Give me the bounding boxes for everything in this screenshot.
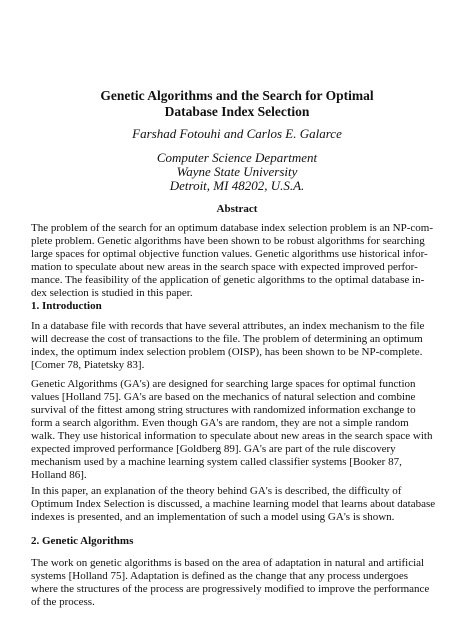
paragraph-line: survival of the fittest among string structures with randomized information exchange to <box>31 404 416 416</box>
abstract-line: mance. The feasibility of the application of genetic algorithms to the optimal database in- <box>31 274 425 286</box>
paper-title-line-1: Genetic Algorithms and the Search for Optimal <box>100 88 374 103</box>
intro-paragraph-2 <box>31 378 443 482</box>
paragraph-line: of the process. <box>31 596 95 608</box>
paragraph-line: walk. They use historical information to speculate about new areas in the search space with <box>31 430 433 442</box>
paragraph-line: where the structures of the process are progressively modified to improve the performance <box>31 583 430 595</box>
affiliation-department: Computer Science Department <box>156 150 318 165</box>
paragraph-line: Holland 86]. <box>31 469 87 481</box>
abstract-line: mation to speculate about new areas in the search space with expected improved perfor- <box>31 261 418 273</box>
paragraph-line: In this paper, an explanation of the theory behind GA's is described, the difficulty of <box>31 485 402 497</box>
paragraph-line: In a database file with records that have several attributes, an index mechanism to the file <box>31 320 425 332</box>
abstract-line: plete problem. Genetic algorithms have been shown to be robust algorithms for searching <box>31 235 425 247</box>
affiliation-university: Wayne State University <box>176 164 298 179</box>
paragraph-line: form a search algorithm. Even though GA's are random, they are not a simple random <box>31 417 409 429</box>
abstract-line: The problem of the search for an optimum database index selection problem is an NP-com- <box>31 222 433 234</box>
paragraph-line: systems [Holland 75]. Adaptation is defined as the change that any process undergoes <box>31 570 409 582</box>
affiliation-city: Detroit, MI 48202, U.S.A. <box>169 178 305 193</box>
paragraph-line: indexes is presented, and an implementation of such a model using GA's is shown. <box>31 511 395 523</box>
section-heading-genetic-algorithms: 2. Genetic Algorithms <box>31 535 134 547</box>
abstract-heading: Abstract <box>216 203 258 215</box>
paragraph-line: expected improved performance [Goldberg 89]. GA's are part of the rule discovery <box>31 443 396 455</box>
intro-paragraph-1 <box>31 320 443 372</box>
paragraph-line: Optimum Index Selection is discussed, a machine learning model that learns about database <box>31 498 436 510</box>
section-heading-introduction: 1. Introduction <box>31 300 102 312</box>
abstract-line: large spaces for optimal objective function values. Genetic algorithms use historical infor- <box>31 248 428 260</box>
intro-paragraph-3 <box>31 485 443 524</box>
paragraph-line: values [Holland 75]. GA's are based on the mechanics of natural selection and combine <box>31 391 416 403</box>
paragraph-line: mechanism used by a machine learning system called classifier systems [Booker 87, <box>31 456 402 468</box>
paragraph-line: index, the optimum index selection problem (OISP), has been shown to be NP-complete. <box>31 346 423 358</box>
abstract-body <box>31 222 443 300</box>
ga-paragraph-1 <box>31 557 443 609</box>
paragraph-line: will decrease the cost of transactions to the file. The problem of determining an optimum <box>31 333 423 345</box>
paragraph-line: [Comer 78, Piatetsky 83]. <box>31 359 145 371</box>
authors: Farshad Fotouhi and Carlos E. Galarce <box>132 126 342 141</box>
paper-title-line-2: Database Index Selection <box>164 104 310 119</box>
paragraph-line: The work on genetic algorithms is based on the area of adaptation in natural and artificial <box>31 557 425 569</box>
paragraph-line: Genetic Algorithms (GA's) are designed for searching large spaces for optimal function <box>31 378 416 390</box>
abstract-line: dex selection is studied in this paper. <box>31 287 193 299</box>
